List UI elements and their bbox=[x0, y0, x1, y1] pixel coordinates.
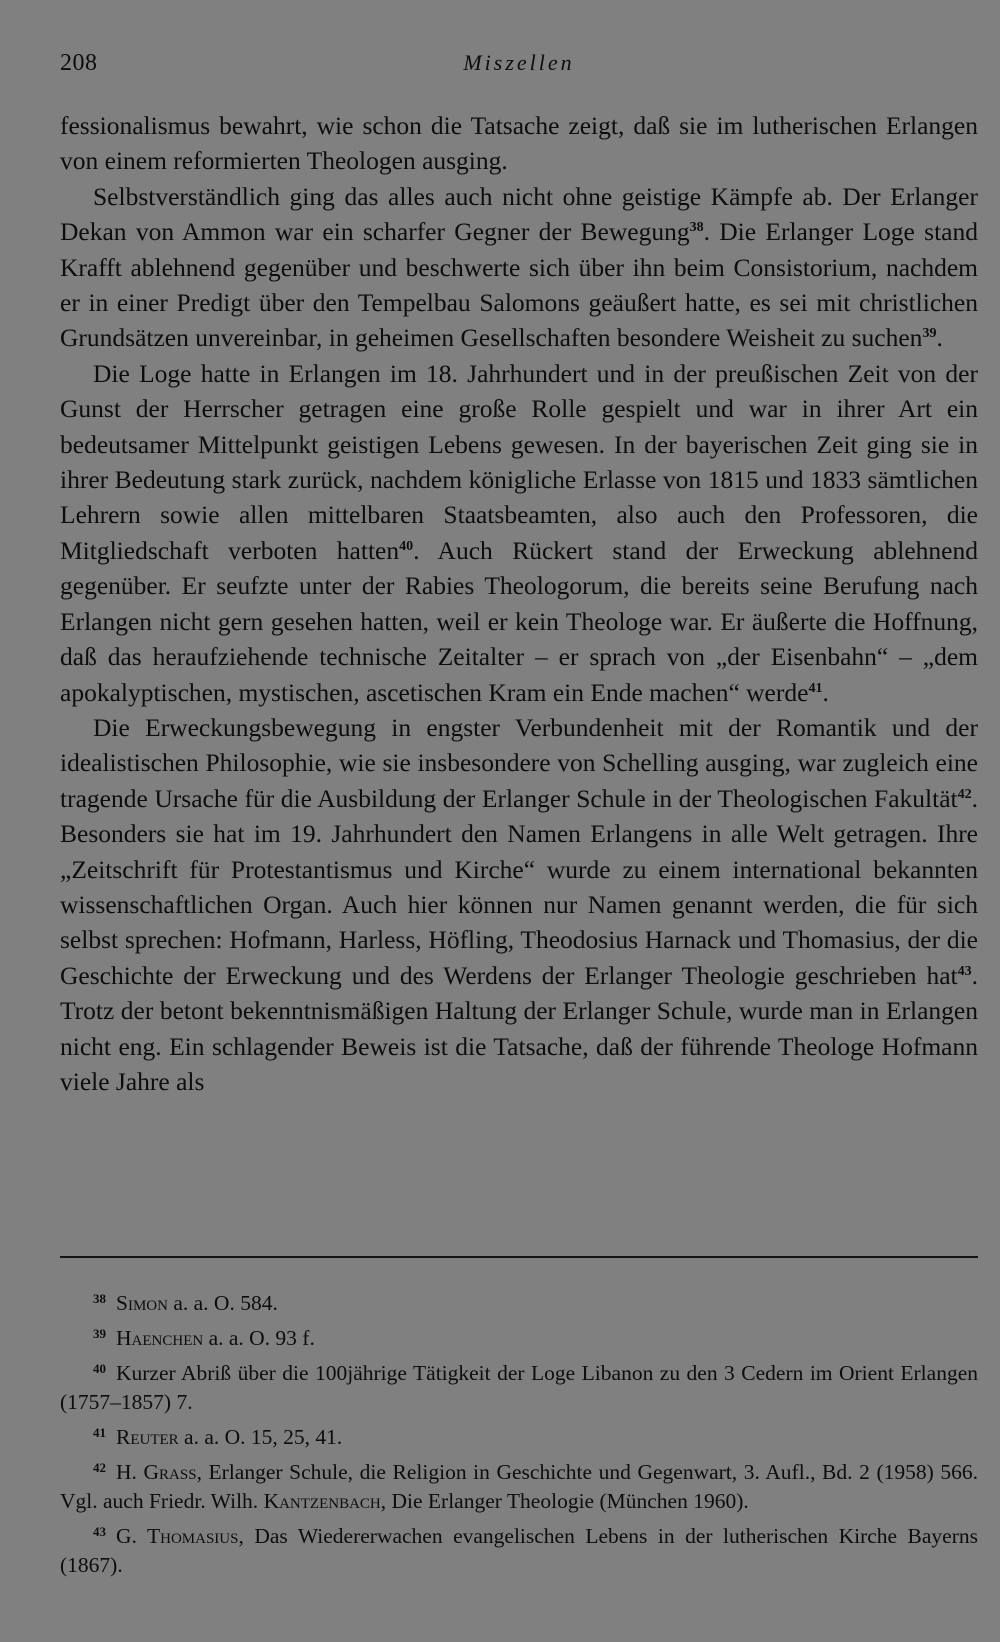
footnote-text: a. a. O. 93 f. bbox=[203, 1326, 315, 1350]
paragraph-4-text-b: . Besonders sie hat im 19. Jahrhundert den Namen Erlangens in alle Welt getragen. Ihre „Zeitschrift für Protestantismus und Kirche“ wurde zu einem international bekannten wissenschaftlichen Organ. Auch hier können nur Namen genannt werden, die für sich selbst sprechen: Hofmann, Harless, Höfling, Theodosius Harnack und Thomasius, der die Geschichte der Erweckung und des Werdens der Erlanger Theologie geschrieben hat bbox=[60, 783, 978, 990]
paragraph-2-text-b: . Die Erlanger Loge stand Krafft ablehnend gegenüber und beschwerte sich über ihn beim Consistorium, nachdem er in einer Predigt über den Tempelbau Salomons geäußert hatte, es sei mit christlichen Grundsätzen unvereinbar, in geheimen Gesellschaften besondere Weisheit zu suchen bbox=[60, 217, 978, 353]
page-header bbox=[60, 50, 978, 86]
footnote-41 bbox=[60, 1418, 978, 1452]
footnote-text-2: , Die Erlanger Theologie (München 1960). bbox=[380, 1489, 749, 1513]
footnote-author: H. Grass bbox=[116, 1460, 197, 1484]
footnote-ref-42: 42 bbox=[957, 786, 972, 802]
paragraph-4 bbox=[60, 710, 978, 1099]
footnote-ref-39: 39 bbox=[922, 326, 937, 342]
paragraph-3-text-a: Die Loge hatte in Erlangen im 18. Jahrhundert und in der preußischen Zeit von der Gunst der Herrscher getragen eine große Rolle gespielt und war in ihrer Art ein bedeutsamer Mittelpunkt geistigen Lebens gewesen. In der bayerischen Zeit ging sie in ihrer Bedeutung stark zurück, nachdem königliche Erlasse von 1815 und 1833 sämtlichen Lehrern sowie allen mittelbaren Staatsbeamten, also auch den Professoren, die Mitgliedschaft verboten hatten bbox=[60, 358, 978, 565]
paragraph-3-text-b: . Auch Rückert stand der Erweckung ablehnend gegenüber. Er seufzte unter der Rabies Theologorum, die bereits seine Berufung nach Erlangen nicht gern gesehen hatten, weil er kein Theologe war. Er äußerte die Hoffnung, daß das heraufziehende technische Zeitalter – er sprach von „der Eisenbahn“ – „dem apokalyptischen, mystischen, ascetischen Kram ein Ende machen“ werde bbox=[60, 535, 978, 707]
footnote-author: Simon bbox=[116, 1291, 168, 1315]
footnote-author: Reuter bbox=[116, 1425, 179, 1449]
paragraph-4-text-c: . Trotz der betont bekenntnismäßigen Haltung der Erlanger Schule, wurde man in Erlangen nicht eng. Ein schlagender Beweis ist die Tatsache, daß der führende Theologe Hofmann viele Jahre als bbox=[60, 960, 978, 1096]
footnote-text: Kurzer Abriß über die 100jährige Tätigkeit der Loge Libanon zu den 3 Cedern im Orient Erlangen (1757–1857) 7. bbox=[60, 1361, 978, 1414]
footnote-ref-40: 40 bbox=[399, 538, 414, 554]
footnote-author: G. Thomasius bbox=[116, 1524, 239, 1548]
footnote-text: a. a. O. 15, 25, 41. bbox=[178, 1425, 343, 1449]
footnote-42 bbox=[60, 1453, 978, 1516]
footnote-number: 43 bbox=[93, 1524, 106, 1539]
paragraph-1-text: fessionalismus bewahrt, wie schon die Tatsache zeigt, daß sie im lutherischen Erlangen von einem reformierten Theologen ausging. bbox=[60, 111, 978, 176]
body-text bbox=[60, 108, 978, 1099]
footnote-separator-rule bbox=[60, 1256, 978, 1258]
footnotes bbox=[60, 1284, 978, 1581]
footnote-number: 38 bbox=[93, 1291, 106, 1306]
footnote-ref-43: 43 bbox=[957, 963, 972, 979]
paragraph-3 bbox=[60, 356, 978, 710]
footnote-38 bbox=[60, 1284, 978, 1318]
footnote-author: Haenchen bbox=[116, 1326, 204, 1350]
footnote-40 bbox=[60, 1354, 978, 1417]
footnote-number: 40 bbox=[93, 1361, 106, 1376]
paragraph-1 bbox=[60, 108, 978, 179]
footnote-ref-41: 41 bbox=[808, 680, 823, 696]
paragraph-2-text-a: Selbstverständlich ging das alles auch nicht ohne geistige Kämpfe ab. Der Erlanger Dekan von Ammon war ein scharfer Gegner der Bewegung bbox=[60, 181, 978, 247]
footnote-number: 41 bbox=[93, 1425, 106, 1440]
footnote-ref-38: 38 bbox=[689, 220, 704, 236]
footnote-text: a. a. O. 584. bbox=[167, 1291, 278, 1315]
page-number: 208 bbox=[60, 50, 98, 76]
footnote-text: , Das Wiedererwachen evangelischen Lebens in der lutherischen Kirche Bayerns (1867). bbox=[60, 1524, 978, 1577]
footnote-text: , Erlanger Schule, die Religion in Geschichte und Gegenwart, 3. Aufl., Bd. 2 (1958) 566. Vgl. auch Friedr. Wilh. bbox=[60, 1460, 979, 1513]
paragraph-3-text-c: . bbox=[822, 677, 829, 707]
footnote-author-2: Kantzenbach bbox=[263, 1489, 381, 1513]
footnote-39 bbox=[60, 1319, 978, 1353]
footnote-43 bbox=[60, 1517, 978, 1580]
running-title: Miszellen bbox=[463, 50, 575, 75]
paragraph-2-text-c: . bbox=[936, 323, 943, 353]
footnote-number: 42 bbox=[93, 1460, 106, 1475]
paragraph-2 bbox=[60, 179, 978, 356]
footnote-number: 39 bbox=[93, 1326, 106, 1341]
paragraph-4-text-a: Die Erweckungsbewegung in engster Verbundenheit mit der Romantik und der idealistischen Philosophie, wie sie insbesondere von Schelling ausging, war zugleich eine tragende Ursache für die Ausbildung der Erlanger Schule in der Theologischen Fakultät bbox=[60, 712, 978, 813]
